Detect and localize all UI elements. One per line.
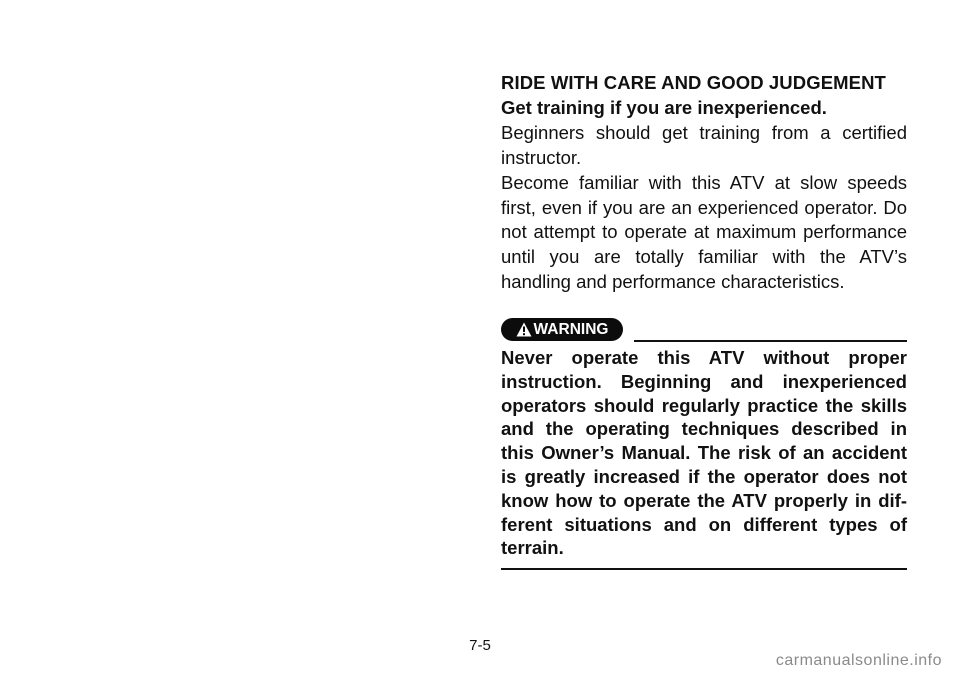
warning-label: WARNING	[533, 321, 609, 338]
warning-header-rule	[634, 340, 907, 342]
warning-triangle-icon	[516, 322, 532, 337]
warning-bottom-rule	[501, 568, 907, 570]
paragraph-training: Beginners should get training from a certified instructor.	[501, 122, 907, 168]
watermark: carmanualsonline.info	[775, 652, 942, 669]
section-subheading: Get training if you are inexperienced.	[501, 97, 827, 118]
warning-text: Never operate this ATV without proper instruction. Beginning and inexperienced operators should regularly practice the skills and the operating techniques described in this Owner’s Manual. The risk of an accident is greatly increased if the operator does not know how to operate the ATV properly in different situations and on different types of terrain.	[501, 347, 907, 559]
section-heading: RIDE WITH CARE AND GOOD JUDGEMENT	[501, 72, 886, 93]
content-column	[501, 70, 907, 294]
page-number: 7-5	[469, 637, 491, 654]
paragraph-familiarize: Become familiar with this ATV at slow speeds first, even if you are an experienced operator. Do not attempt to operate at maximum performance until you are totally familiar with the ATV’s handling and performance characteristics.	[501, 172, 907, 292]
warning-header	[501, 318, 907, 342]
warning-badge	[501, 318, 623, 341]
